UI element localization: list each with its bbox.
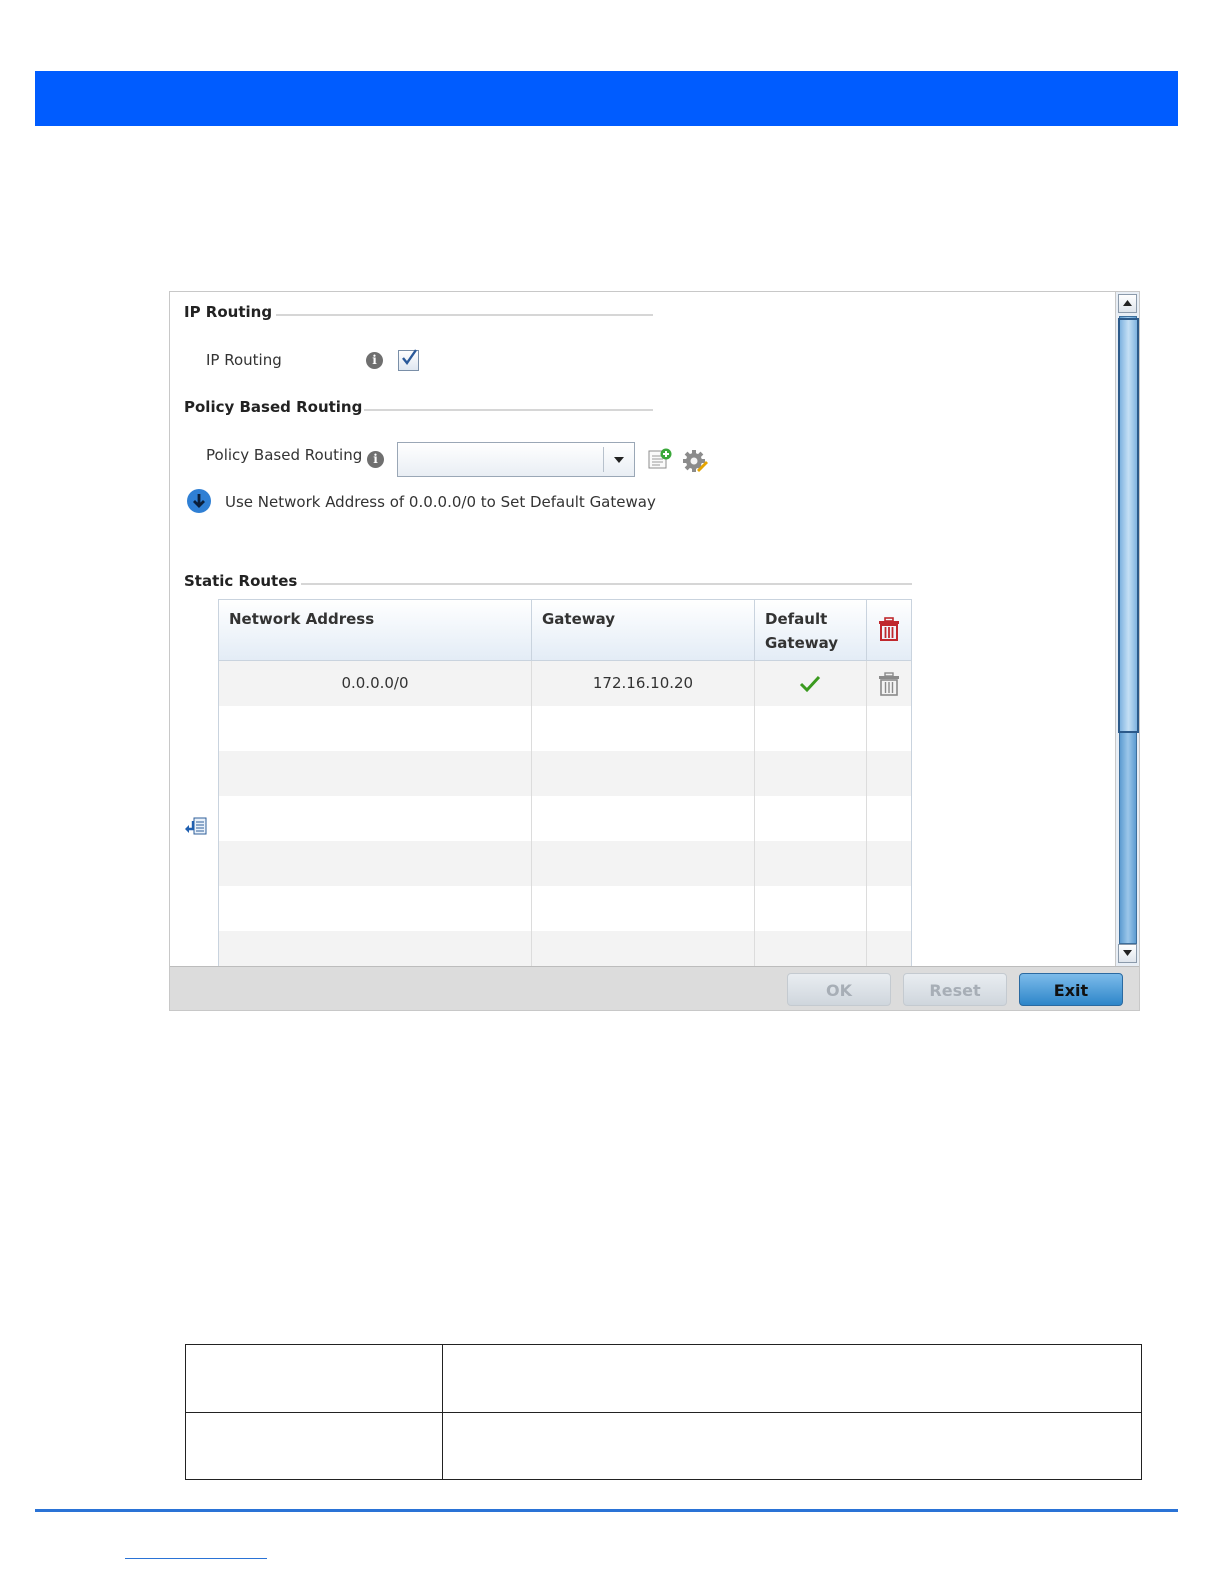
top-banner [35,71,1178,126]
table-header [219,600,911,661]
footer-link[interactable] [125,1558,267,1559]
chevron-down-icon[interactable] [603,447,634,472]
gear-icon[interactable] [682,448,708,478]
delete-all-button[interactable] [867,600,911,660]
column-header-default-gateway[interactable]: Default Gateway [755,600,867,660]
table-row[interactable] [219,661,911,706]
add-policy-icon[interactable] [648,448,672,474]
column-header-network-address[interactable]: Network Address [219,600,532,660]
footer-rule [35,1509,1178,1512]
trash-icon [878,617,900,641]
pbr-section-title: Policy Based Routing [184,398,363,416]
vertical-scrollbar[interactable] [1115,292,1139,966]
table-row [219,841,911,886]
scroll-up-button[interactable] [1118,294,1137,313]
scroll-thumb[interactable] [1118,318,1139,733]
column-divider [442,1345,443,1479]
pbr-label: Policy Based Routing [206,446,363,464]
table-row [219,796,911,841]
table-row [219,706,911,751]
column-header-gateway[interactable]: Gateway [532,600,755,660]
ip-routing-label: IP Routing [206,351,282,369]
parameter-table [185,1344,1142,1480]
arrow-down-icon [187,489,211,513]
info-icon[interactable]: i [366,352,383,369]
delete-row-button[interactable] [867,661,911,706]
section-divider [276,314,653,316]
ok-button[interactable]: OK [787,973,891,1006]
pbr-select[interactable] [397,442,635,477]
exit-button[interactable]: Exit [1019,973,1123,1006]
checkmark-icon [400,348,418,368]
table-row [219,931,911,966]
table-row [186,1345,1141,1412]
table-row [219,751,911,796]
check-icon [799,675,821,693]
ip-routing-checkbox[interactable] [398,350,419,371]
default-gateway-hint: Use Network Address of 0.0.0.0/0 to Set Default Gateway [225,493,656,511]
trash-icon [878,672,900,696]
insert-row-icon[interactable] [184,817,208,841]
ip-routing-dialog [169,291,1140,1011]
dialog-content [170,292,1115,966]
section-divider [301,583,912,585]
section-divider [364,409,653,411]
network-address-cell[interactable]: 0.0.0.0/0 [219,661,532,706]
gateway-cell[interactable]: 172.16.10.20 [532,661,755,706]
ip-routing-section-title: IP Routing [184,303,273,321]
dialog-footer [170,966,1139,1010]
table-row [186,1412,1141,1480]
scroll-down-button[interactable] [1118,944,1137,963]
reset-button[interactable]: Reset [903,973,1007,1006]
static-routes-section-title: Static Routes [184,572,298,590]
default-gateway-cell[interactable] [755,661,867,706]
info-icon[interactable]: i [367,451,384,468]
table-row [219,886,911,931]
static-routes-table [218,599,912,966]
